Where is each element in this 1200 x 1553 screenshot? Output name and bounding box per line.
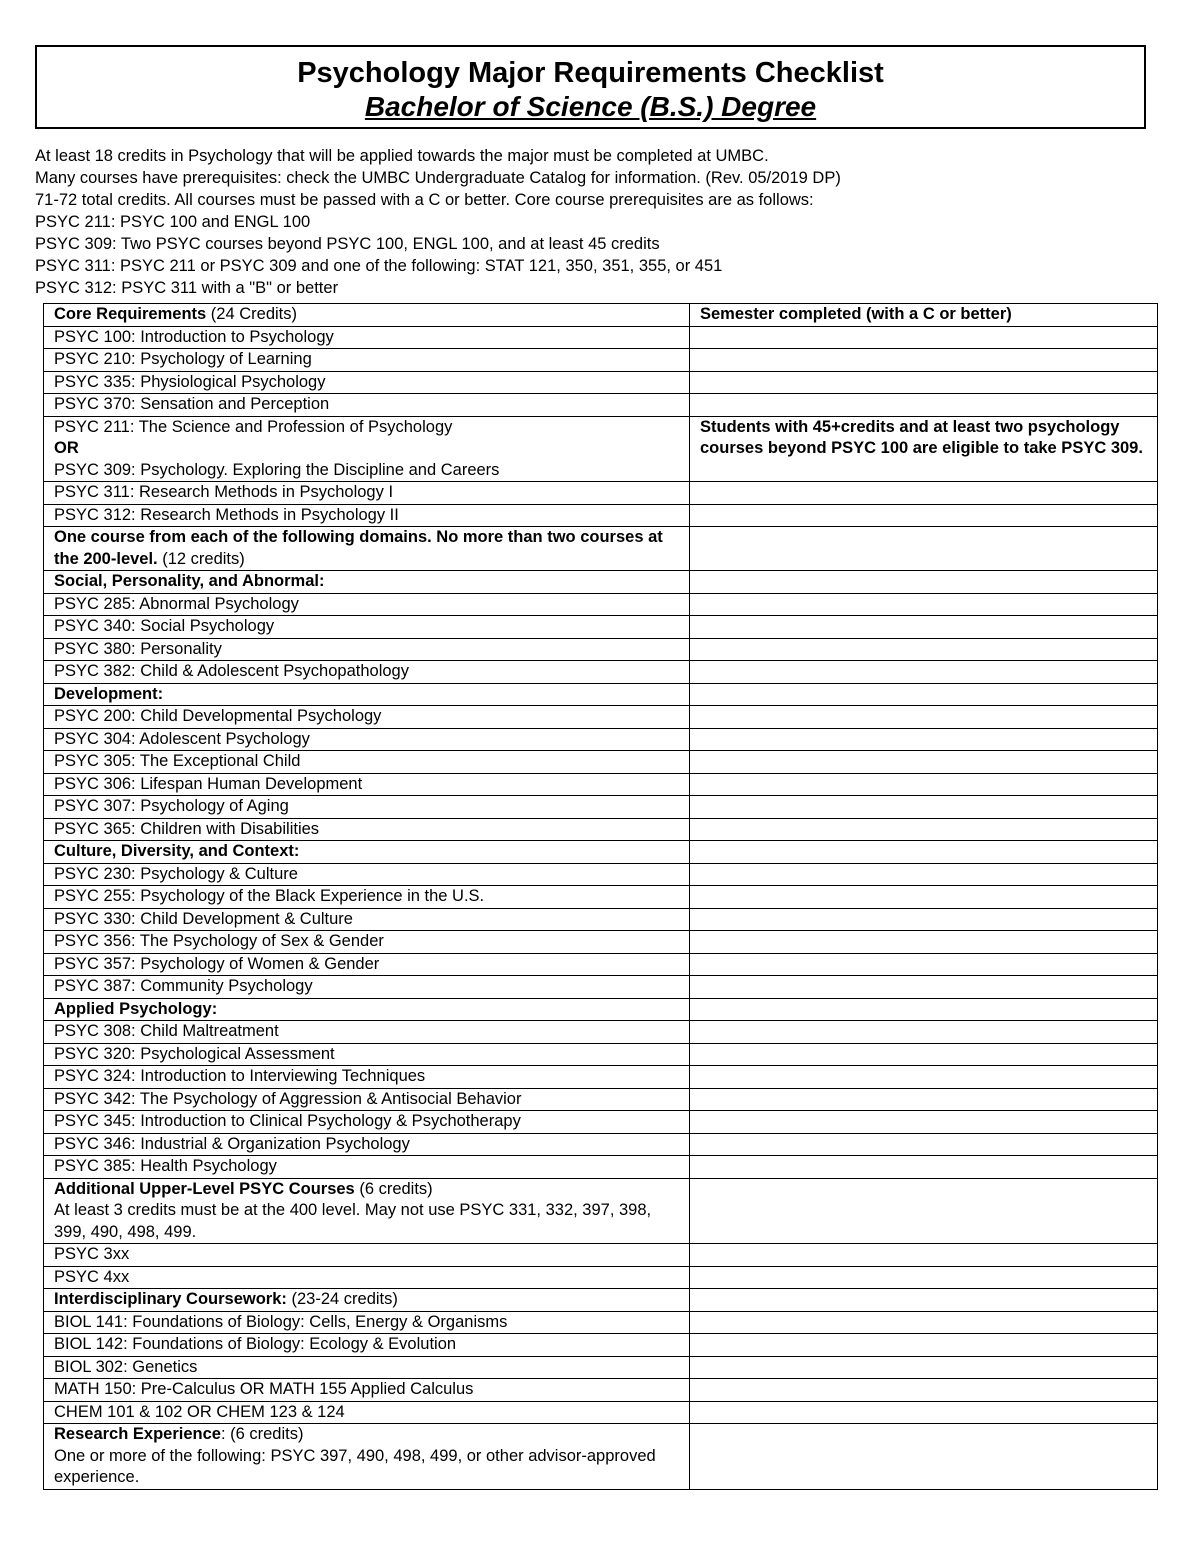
- semester-cell[interactable]: [690, 1356, 1158, 1379]
- table-row: [44, 593, 1158, 616]
- semester-cell[interactable]: [690, 638, 1158, 661]
- course-cell: PSYC 320: Psychological Assessment: [44, 1043, 690, 1066]
- table-row: [44, 1356, 1158, 1379]
- course-cell: PSYC 340: Social Psychology: [44, 616, 690, 639]
- semester-cell[interactable]: [690, 1266, 1158, 1289]
- table-row: [44, 728, 1158, 751]
- course-cell: PSYC 255: Psychology of the Black Experience in the U.S.: [44, 886, 690, 909]
- semester-cell[interactable]: [690, 1401, 1158, 1424]
- intro-line: PSYC 311: PSYC 211 or PSYC 309 and one of the following: STAT 121, 350, 351, 355, or 451: [35, 257, 723, 275]
- semester-cell[interactable]: [690, 1311, 1158, 1334]
- intro-text: [35, 145, 1155, 299]
- course-cell: PSYC 305: The Exceptional Child: [44, 751, 690, 774]
- semester-cell[interactable]: [690, 1043, 1158, 1066]
- interdisciplinary-credits: (23-24 credits): [286, 1290, 398, 1308]
- semester-cell[interactable]: [690, 1289, 1158, 1312]
- semester-cell[interactable]: [690, 1178, 1158, 1244]
- course-cell: PSYC 306: Lifespan Human Development: [44, 773, 690, 796]
- semester-cell[interactable]: [690, 1111, 1158, 1134]
- table-row: [44, 706, 1158, 729]
- upper-level-credits: (6 credits): [354, 1179, 433, 1198]
- intro-line: PSYC 312: PSYC 311 with a "B" or better: [35, 279, 339, 297]
- course-cell: PSYC 324: Introduction to Interviewing Techniques: [44, 1066, 690, 1089]
- table-row: [44, 931, 1158, 954]
- domains-heading: One course from each of the following domains. No more than two courses at the 200-level.: [54, 528, 663, 568]
- upper-level-heading: Additional Upper-Level PSYC Courses: [54, 1179, 355, 1198]
- research-credits: : (6 credits): [220, 1425, 304, 1443]
- intro-line: Many courses have prerequisites: check the UMBC Undergraduate Catalog for information. (Rev. 05/2019 DP): [35, 169, 841, 187]
- applied-heading: Applied Psychology:: [44, 998, 690, 1021]
- page-title: Psychology Major Requirements Checklist: [297, 57, 884, 89]
- table-row: [44, 863, 1158, 886]
- table-row: [44, 751, 1158, 774]
- choice-option-a: PSYC 211: The Science and Profession of Psychology: [54, 417, 453, 436]
- semester-cell[interactable]: [690, 371, 1158, 394]
- core-heading: Core Requirements: [54, 305, 207, 323]
- culture-heading: Culture, Diversity, and Context:: [44, 841, 690, 864]
- semester-cell[interactable]: [690, 818, 1158, 841]
- table-row: [44, 326, 1158, 349]
- interdisciplinary-heading-row: [44, 1289, 1158, 1312]
- table-row: [44, 371, 1158, 394]
- table-row: [44, 796, 1158, 819]
- table-row: [44, 482, 1158, 505]
- course-cell: PSYC 345: Introduction to Clinical Psychology & Psychotherapy: [44, 1111, 690, 1134]
- semester-cell[interactable]: [690, 908, 1158, 931]
- table-row: [44, 1066, 1158, 1089]
- semester-cell[interactable]: [690, 1066, 1158, 1089]
- table-row: [44, 953, 1158, 976]
- semester-cell[interactable]: [690, 1424, 1158, 1490]
- social-heading: Social, Personality, and Abnormal:: [44, 571, 690, 594]
- semester-cell[interactable]: [690, 616, 1158, 639]
- interdisciplinary-cell: [44, 1289, 690, 1312]
- course-cell: PSYC 210: Psychology of Learning: [44, 349, 690, 372]
- semester-cell[interactable]: [690, 661, 1158, 684]
- course-cell: PSYC 100: Introduction to Psychology: [44, 326, 690, 349]
- intro-line: At least 18 credits in Psychology that will be applied towards the major must be completed at UMBC.: [35, 147, 769, 165]
- choice-option-b: PSYC 309: Psychology. Exploring the Discipline and Careers: [54, 460, 500, 479]
- semester-cell[interactable]: [690, 886, 1158, 909]
- choice-cell: [44, 416, 690, 482]
- course-cell: PSYC 307: Psychology of Aging: [44, 796, 690, 819]
- section-heading-row: [44, 998, 1158, 1021]
- semester-cell[interactable]: [690, 1244, 1158, 1267]
- upper-level-note: At least 3 credits must be at the 400 level. May not use PSYC 331, 332, 397, 398, 399, 490, 498, 499.: [54, 1201, 652, 1241]
- semester-cell[interactable]: [690, 593, 1158, 616]
- semester-cell[interactable]: [690, 1133, 1158, 1156]
- course-cell: PSYC 342: The Psychology of Aggression & Antisocial Behavior: [44, 1088, 690, 1111]
- course-cell: PSYC 387: Community Psychology: [44, 976, 690, 999]
- interdisciplinary-heading: Interdisciplinary Coursework:: [54, 1290, 287, 1308]
- development-heading: Development:: [44, 683, 690, 706]
- course-cell: PSYC 346: Industrial & Organization Psychology: [44, 1133, 690, 1156]
- research-cell: [44, 1424, 690, 1490]
- semester-cell[interactable]: [690, 571, 1158, 594]
- page-subtitle: Bachelor of Science (B.S.) Degree: [364, 91, 817, 122]
- table-row: [44, 1311, 1158, 1334]
- table-row: [44, 818, 1158, 841]
- research-heading-row: [44, 1424, 1158, 1490]
- table-row-choice: [44, 416, 1158, 482]
- semester-cell[interactable]: [690, 326, 1158, 349]
- requirements-table: [43, 303, 1158, 1490]
- table-row: [44, 1379, 1158, 1402]
- table-row: [44, 773, 1158, 796]
- course-cell: BIOL 302: Genetics: [44, 1356, 690, 1379]
- section-heading-row: [44, 841, 1158, 864]
- semester-cell[interactable]: [690, 728, 1158, 751]
- table-row: [44, 1266, 1158, 1289]
- table-row: [44, 1156, 1158, 1179]
- semester-cell[interactable]: [690, 953, 1158, 976]
- semester-cell[interactable]: [690, 1088, 1158, 1111]
- course-cell: PSYC 304: Adolescent Psychology: [44, 728, 690, 751]
- course-cell: PSYC 385: Health Psychology: [44, 1156, 690, 1179]
- table-row: [44, 1244, 1158, 1267]
- course-cell: PSYC 312: Research Methods in Psychology II: [44, 504, 690, 527]
- semester-cell[interactable]: [690, 796, 1158, 819]
- course-cell: PSYC 357: Psychology of Women & Gender: [44, 953, 690, 976]
- semester-cell[interactable]: [690, 841, 1158, 864]
- table-row: [44, 1111, 1158, 1134]
- table-row: [44, 1133, 1158, 1156]
- semester-heading: Semester completed (with a C or better): [690, 304, 1158, 327]
- semester-cell[interactable]: [690, 1021, 1158, 1044]
- choice-or: OR: [54, 439, 79, 457]
- course-cell: PSYC 3xx: [44, 1244, 690, 1267]
- course-cell: PSYC 4xx: [44, 1266, 690, 1289]
- core-credits: (24 Credits): [206, 305, 297, 323]
- semester-cell[interactable]: [690, 773, 1158, 796]
- course-cell: BIOL 142: Foundations of Biology: Ecology & Evolution: [44, 1334, 690, 1357]
- semester-cell[interactable]: [690, 527, 1158, 571]
- course-cell: PSYC 308: Child Maltreatment: [44, 1021, 690, 1044]
- intro-line: PSYC 309: Two PSYC courses beyond PSYC 100, ENGL 100, and at least 45 credits: [35, 235, 660, 253]
- table-row: [44, 976, 1158, 999]
- course-cell: PSYC 285: Abnormal Psychology: [44, 593, 690, 616]
- psyc-309-note: Students with 45+credits and at least two psychology courses beyond PSYC 100 are eligible to take PSYC 309.: [690, 416, 1158, 482]
- table-row: [44, 504, 1158, 527]
- domains-heading-cell: [44, 527, 690, 571]
- semester-cell[interactable]: [690, 1156, 1158, 1179]
- table-row: [44, 1334, 1158, 1357]
- table-row: [44, 908, 1158, 931]
- course-cell: CHEM 101 & 102 OR CHEM 123 & 124: [44, 1401, 690, 1424]
- semester-cell[interactable]: [690, 1379, 1158, 1402]
- table-header-row: [44, 304, 1158, 327]
- table-row: [44, 886, 1158, 909]
- intro-line: PSYC 211: PSYC 100 and ENGL 100: [35, 213, 311, 231]
- section-heading-row: [44, 571, 1158, 594]
- course-cell: PSYC 200: Child Developmental Psychology: [44, 706, 690, 729]
- semester-cell[interactable]: [690, 504, 1158, 527]
- domains-credits: (12 credits): [157, 549, 245, 568]
- research-note: One or more of the following: PSYC 397, 490, 498, 499, or other advisor-approved experience.: [54, 1446, 656, 1486]
- semester-cell[interactable]: [690, 482, 1158, 505]
- semester-cell[interactable]: [690, 976, 1158, 999]
- semester-cell[interactable]: [690, 931, 1158, 954]
- course-cell: PSYC 356: The Psychology of Sex & Gender: [44, 931, 690, 954]
- table-row: [44, 638, 1158, 661]
- table-row: [44, 349, 1158, 372]
- semester-cell[interactable]: [690, 683, 1158, 706]
- section-heading-row: [44, 683, 1158, 706]
- research-heading: Research Experience: [54, 1425, 221, 1443]
- semester-cell[interactable]: [690, 349, 1158, 372]
- course-cell: PSYC 365: Children with Disabilities: [44, 818, 690, 841]
- table-row: [44, 616, 1158, 639]
- table-row: [44, 1088, 1158, 1111]
- semester-cell[interactable]: [690, 751, 1158, 774]
- course-cell: PSYC 311: Research Methods in Psychology I: [44, 482, 690, 505]
- course-cell: BIOL 141: Foundations of Biology: Cells, Energy & Organisms: [44, 1311, 690, 1334]
- upper-level-cell: [44, 1178, 690, 1244]
- course-cell: PSYC 335: Physiological Psychology: [44, 371, 690, 394]
- table-row: [44, 1043, 1158, 1066]
- course-cell: PSYC 330: Child Development & Culture: [44, 908, 690, 931]
- semester-cell[interactable]: [690, 1334, 1158, 1357]
- course-cell: PSYC 370: Sensation and Perception: [44, 394, 690, 417]
- semester-cell[interactable]: [690, 863, 1158, 886]
- table-row: [44, 661, 1158, 684]
- table-row: [44, 1401, 1158, 1424]
- course-cell: MATH 150: Pre-Calculus OR MATH 155 Applied Calculus: [44, 1379, 690, 1402]
- intro-line: 71-72 total credits. All courses must be passed with a C or better. Core course prerequisites are as follows:: [35, 191, 814, 209]
- semester-cell[interactable]: [690, 998, 1158, 1021]
- title-box: [35, 45, 1146, 129]
- semester-cell[interactable]: [690, 394, 1158, 417]
- core-heading-cell: [44, 304, 690, 327]
- upper-level-heading-row: [44, 1178, 1158, 1244]
- course-cell: PSYC 382: Child & Adolescent Psychopathology: [44, 661, 690, 684]
- domains-heading-row: [44, 527, 1158, 571]
- table-row: [44, 1021, 1158, 1044]
- table-row: [44, 394, 1158, 417]
- course-cell: PSYC 230: Psychology & Culture: [44, 863, 690, 886]
- course-cell: PSYC 380: Personality: [44, 638, 690, 661]
- semester-cell[interactable]: [690, 706, 1158, 729]
